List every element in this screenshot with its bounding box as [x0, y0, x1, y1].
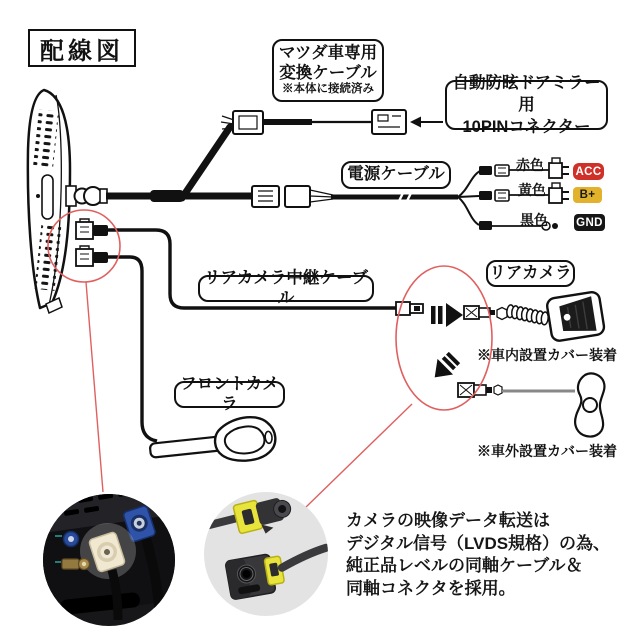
monitor-mount: [66, 186, 107, 206]
label-10pin-line1: 自動防眩ドアミラー用: [452, 73, 601, 114]
label-mazda-note: ※本体に接続済み: [282, 83, 374, 96]
acc-badge: ACC: [573, 163, 604, 180]
gnd-badge: GND: [574, 214, 605, 231]
mazda-adapter-cable: [221, 110, 406, 134]
label-10pin-connector: [445, 73, 608, 137]
label-10pin-line2: 10PINコネクター: [462, 118, 591, 137]
description-line: デジタル信号（LVDS規格）の為、: [346, 533, 611, 553]
wire-color-label-red: 赤色: [516, 157, 544, 173]
label-rear-relay-cable: リアカメラ中継ケーブル: [198, 275, 374, 302]
monitor-back-photo: [37, 481, 183, 626]
label-power-cable: 電源ケーブル: [341, 161, 451, 189]
label-rear-camera: リアカメラ: [486, 260, 575, 287]
callout-line-right: [305, 404, 412, 508]
front-camera-illustration: [148, 415, 277, 471]
relay-connection-callout-ellipse: [396, 266, 492, 410]
exterior-cover-note: ※車外設置カバー装着: [477, 443, 617, 459]
coax-connectors-photo: [198, 492, 332, 616]
main-cable: [106, 127, 252, 202]
label-mazda-line2: 変換ケーブル: [279, 63, 377, 82]
wire-color-label-yellow: 黄色: [518, 182, 546, 198]
rear-camera-exterior: [458, 373, 604, 436]
page-title: 配線図: [28, 29, 136, 67]
label-front-camera: フロントカメラ: [174, 381, 285, 408]
interior-cover-note: ※車内設置カバー装着: [477, 347, 617, 363]
description-line: カメラの映像データ転送は: [346, 511, 550, 530]
front-camera-cable-line: [108, 257, 157, 441]
label-mazda-adapter-cable: [272, 39, 384, 102]
monitor-coax-connectors: [76, 219, 108, 266]
connect-down-arrow-icon: [427, 350, 462, 385]
description-line: 純正品レベルの同軸ケーブル＆: [346, 556, 583, 575]
label-mazda-line1: マツダ車専用: [278, 43, 378, 62]
wire-color-label-black: 黒色: [520, 212, 548, 228]
camera-signal-description: [346, 510, 610, 600]
callout-line-left: [86, 282, 103, 492]
bplus-badge: B+: [573, 187, 602, 203]
connect-right-arrow-icon: [431, 303, 463, 327]
description-line: 同軸コネクタを採用。: [346, 578, 516, 598]
monitor-illustration: [28, 90, 70, 313]
left-arrow-icon: [410, 117, 443, 128]
